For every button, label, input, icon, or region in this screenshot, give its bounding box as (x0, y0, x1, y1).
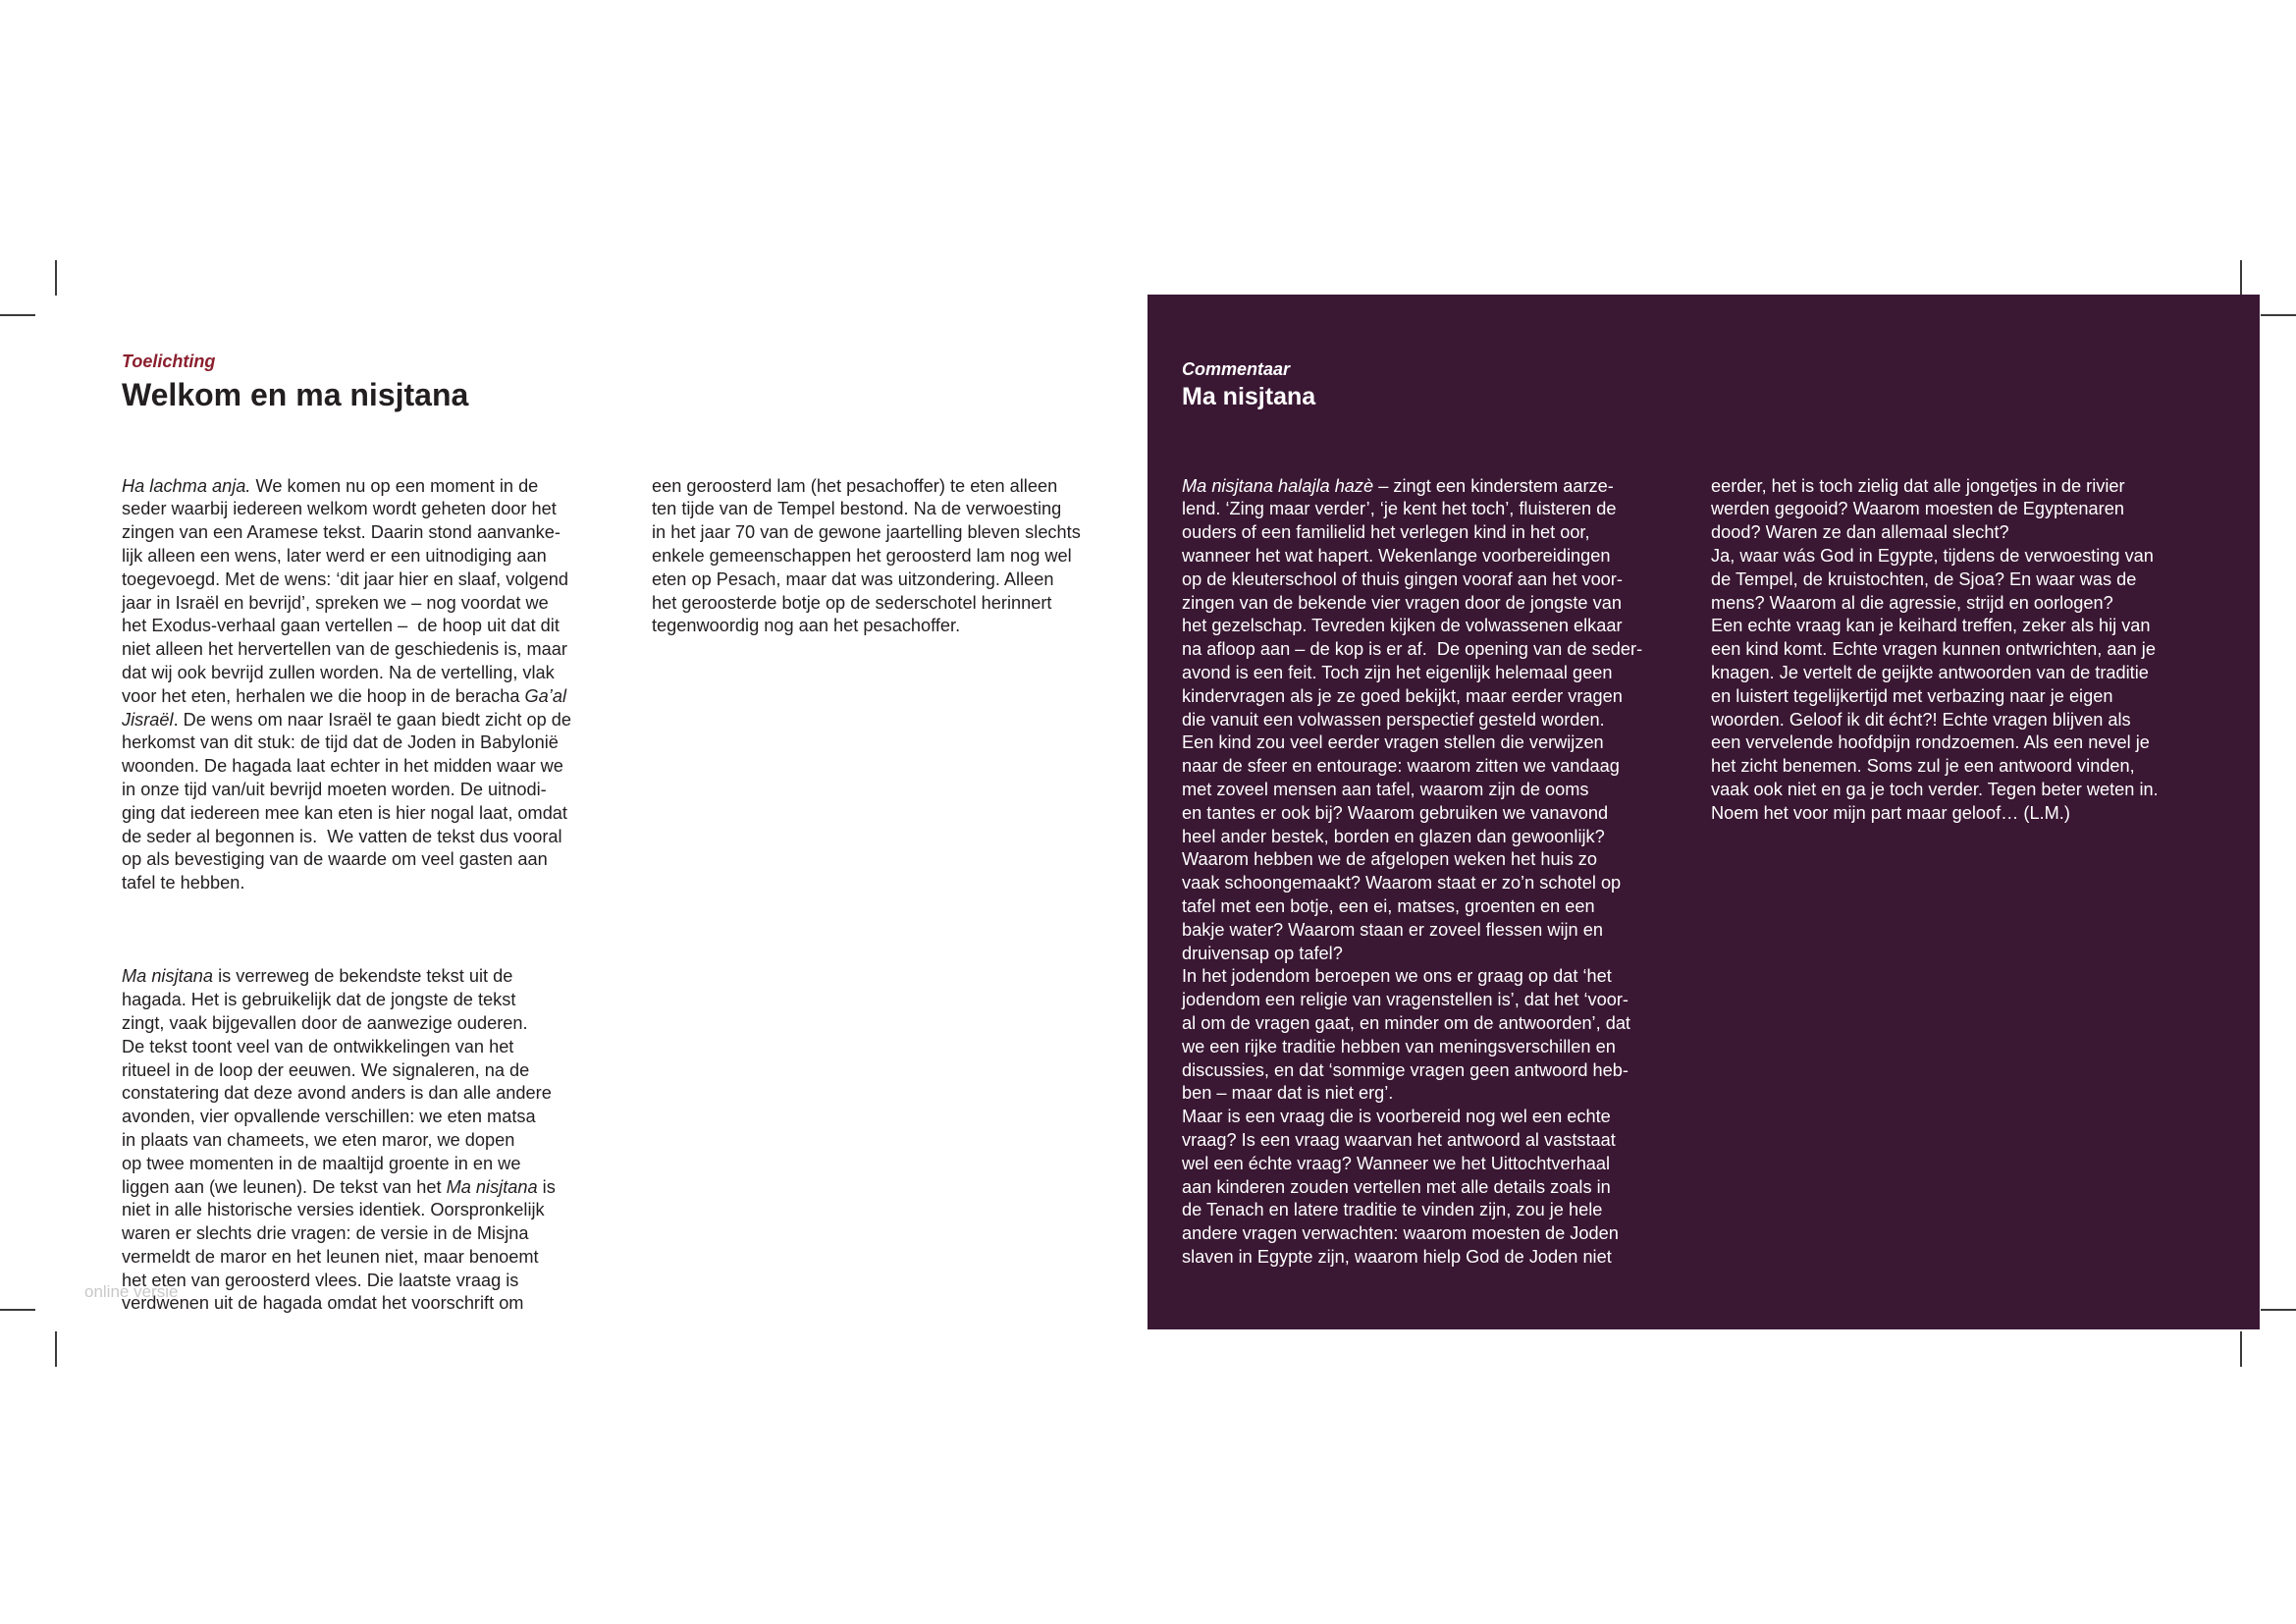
paragraph-text: is verreweg de bekendste tekst uit de hagada. Het is gebruikelijk dat de jongste de tekst zingt, vaak bijgevallen door de aanwezige ouderen. De tekst toont veel van de ontwikkelingen van het ritueel in de loop der eeuwen. We signaleren, na de constatering dat deze avond anders is dan alle andere avonden, vier opvallende verschillen: we eten matsa in plaats van chameets, we eten maror, we dopen op twee momenten in de maaltijd groente in en we liggen aan (we leunen). De tekst van het (122, 966, 552, 1197)
italic-lead: Ha lachma anja. (122, 475, 251, 496)
section-kicker: Commentaar (1182, 359, 1291, 379)
paragraph-text: . De wens om naar Israël te gaan biedt zicht op de herkomst van dit stuk: de tijd dat de Joden in Babylonië woonden. De hagada laat echter in het midden waar we in onze tijd van/uit bevrijd moeten worden. De uitnodi- ging dat iedereen mee kan eten is hier nogal laat, omdat de seder al begonnen is. We vatten de tekst dus vooral op als bevestiging van de waarde om veel gasten aan tafel te hebben. (122, 709, 571, 893)
panel-title: Ma nisjtana (1182, 383, 1316, 410)
paragraph-text: We komen nu op een moment in de seder waarbij iedereen welkom wordt geheten door het zingen van een Aramese tekst. Daarin stond aanvanke- lijk alleen een wens, later werd er een uitnodiging aan toegevoegd. Met de wens: ‘dit jaar hier en slaaf, volgend jaar in Israël en bevrijd’, spreken we – nog voordat we het Exodus-verhaal gaan vertellen – de hoop uit dat dit niet alleen het hervertellen van de geschiedenis is, maar dat wij ook bevrijd zullen worden. Na de vertelling, vlak voor het eten, herhalen we die hoop in de beracha (122, 475, 568, 706)
page-title: Welkom en ma nisjtana (122, 377, 469, 412)
italic-term: Ga’al Jisraël (122, 685, 566, 730)
paragraph-text: is niet in alle historische versies identiek. Oorspronkelijk waren er slechts drie vragen: de versie in de Misjna vermeldt de maror en het leunen niet, maar benoemt het eten van geroosterd vlees. Die laatste vraag is verdwenen uit de hagada omdat het voorschrift om (122, 1176, 556, 1314)
paragraph (122, 475, 593, 895)
text-column-4 (1711, 428, 2182, 848)
italic-term: Ma nisjtana (446, 1176, 538, 1197)
online-version-watermark: online versie (84, 1282, 179, 1301)
crop-mark (2240, 260, 2242, 296)
crop-mark (55, 260, 57, 296)
crop-mark (2261, 314, 2296, 316)
text-column-2 (652, 428, 1123, 662)
crop-mark (2261, 1309, 2296, 1311)
text-column-3 (1182, 428, 1643, 1292)
italic-lead: Ma nisjtana (122, 966, 214, 987)
paragraph-text: – zingt een kinderstem aarze- lend. ‘Zing maar verder’, ‘je kent het toch’, fluisteren de ouders of een familielid het verlegen kind in het oor, wanneer het wat hapert. Wekenlange voorbereidingen op de kleuterschool of thuis gingen vooraf aan het voor- zingen van de bekende vier vragen door de jongste van het gezelschap. Tevreden kijken de volwassenen elkaar na afloop aan – de kop is er af. De opening van de seder- avond is een feit. Toch zijn het eigenlijk helemaal geen kindervragen als je ze goed bekijkt, maar eerder vragen die vanuit een volwassen perspectief gesteld worden. Een kind zou veel eerder vragen stellen die verwijzen naar de sfeer en entourage: waarom zitten we vandaag met zoveel mensen aan tafel, waarom zijn de ooms en tantes er ook bij? Waarom gebruiken we vanavond heel ander bestek, borden en glazen dan gewoonlijk? Waarom hebben we de afgelopen weken het huis zo vaak schoongemaakt? Waarom staat er zo’n schotel op tafel met een botje, een ei, matses, groenten en een bakje water? Waarom staan er zoveel flessen wijn en druivensap op tafel? In het jodendom beroepen we ons er graag op dat ‘het jodendom een religie van vragenstellen is’, dat het ‘voor- al om de vragen gaat, en minder om de antwoorden’, dat we een rijke traditie hebben van meningsverschillen en discussies, en dat ‘sommige vragen geen antwoord heb- ben – maar dat is niet erg’. Maar is een vraag die is voorbereid nog wel een echte vraag? Is een vraag waarvan het antwoord al vaststaat wel een échte vraag? Wanneer we het Uittochtverhaal aan kinderen zouden vertellen met alle details zoals in de Tenach en latere traditie te vinden zijn, zou je hele andere vragen verwachten: waarom moesten de Joden slaven in Egypte zijn, waarom hielp God de Joden niet (1182, 475, 1643, 1267)
crop-mark (2240, 1331, 2242, 1367)
paragraph-text: eerder, het is toch zielig dat alle jongetjes in de rivier werden gegooid? Waarom moesten de Egyptenaren dood? Waren ze dan allemaal slecht? Ja, waar wás God in Egypte, tijdens de verwoesting van de Tempel, de kruistochten, de Sjoa? En waar was de mens? Waarom al die agressie, strijd en oorlogen? Een echte vraag kan je keihard treffen, zeker als hij van een kind komt. Echte vragen kunnen ontwrichten, aan je knagen. Je vertelt de geijkte antwoorden van de traditie en luistert tegelijkertijd met verbazing naar je eigen woorden. Geloof ik dit écht?! Echte vragen blijven als een vervelende hoofdpijn rondzoemen. Als een nevel je het zicht benemen. Soms zul je een antwoord vinden, vaak ook niet en ga je toch verder. Tegen beter weten in. Noem het voor mijn part maar geloof… (L.M.) (1711, 475, 2159, 823)
paragraph (122, 965, 593, 1316)
text-column-1 (122, 428, 593, 1339)
crop-mark (0, 1309, 35, 1311)
crop-mark (0, 314, 35, 316)
paragraph-text: een geroosterd lam (het pesachoffer) te eten alleen ten tijde van de Tempel bestond. Na de verwoesting in het jaar 70 van de gewone jaartelling bleven slechts enkele gemeenschappen het geroosterd lam nog wel eten op Pesach, maar dat was uitzondering. Alleen het geroosterde botje op de sederschotel herinnert tegenwoordig nog aan het pesachoffer. (652, 475, 1081, 636)
italic-lead: Ma nisjtana halajla hazè (1182, 475, 1374, 496)
section-kicker: Toelichting (122, 352, 216, 371)
paragraph (1182, 475, 1643, 1270)
crop-mark (55, 1331, 57, 1367)
